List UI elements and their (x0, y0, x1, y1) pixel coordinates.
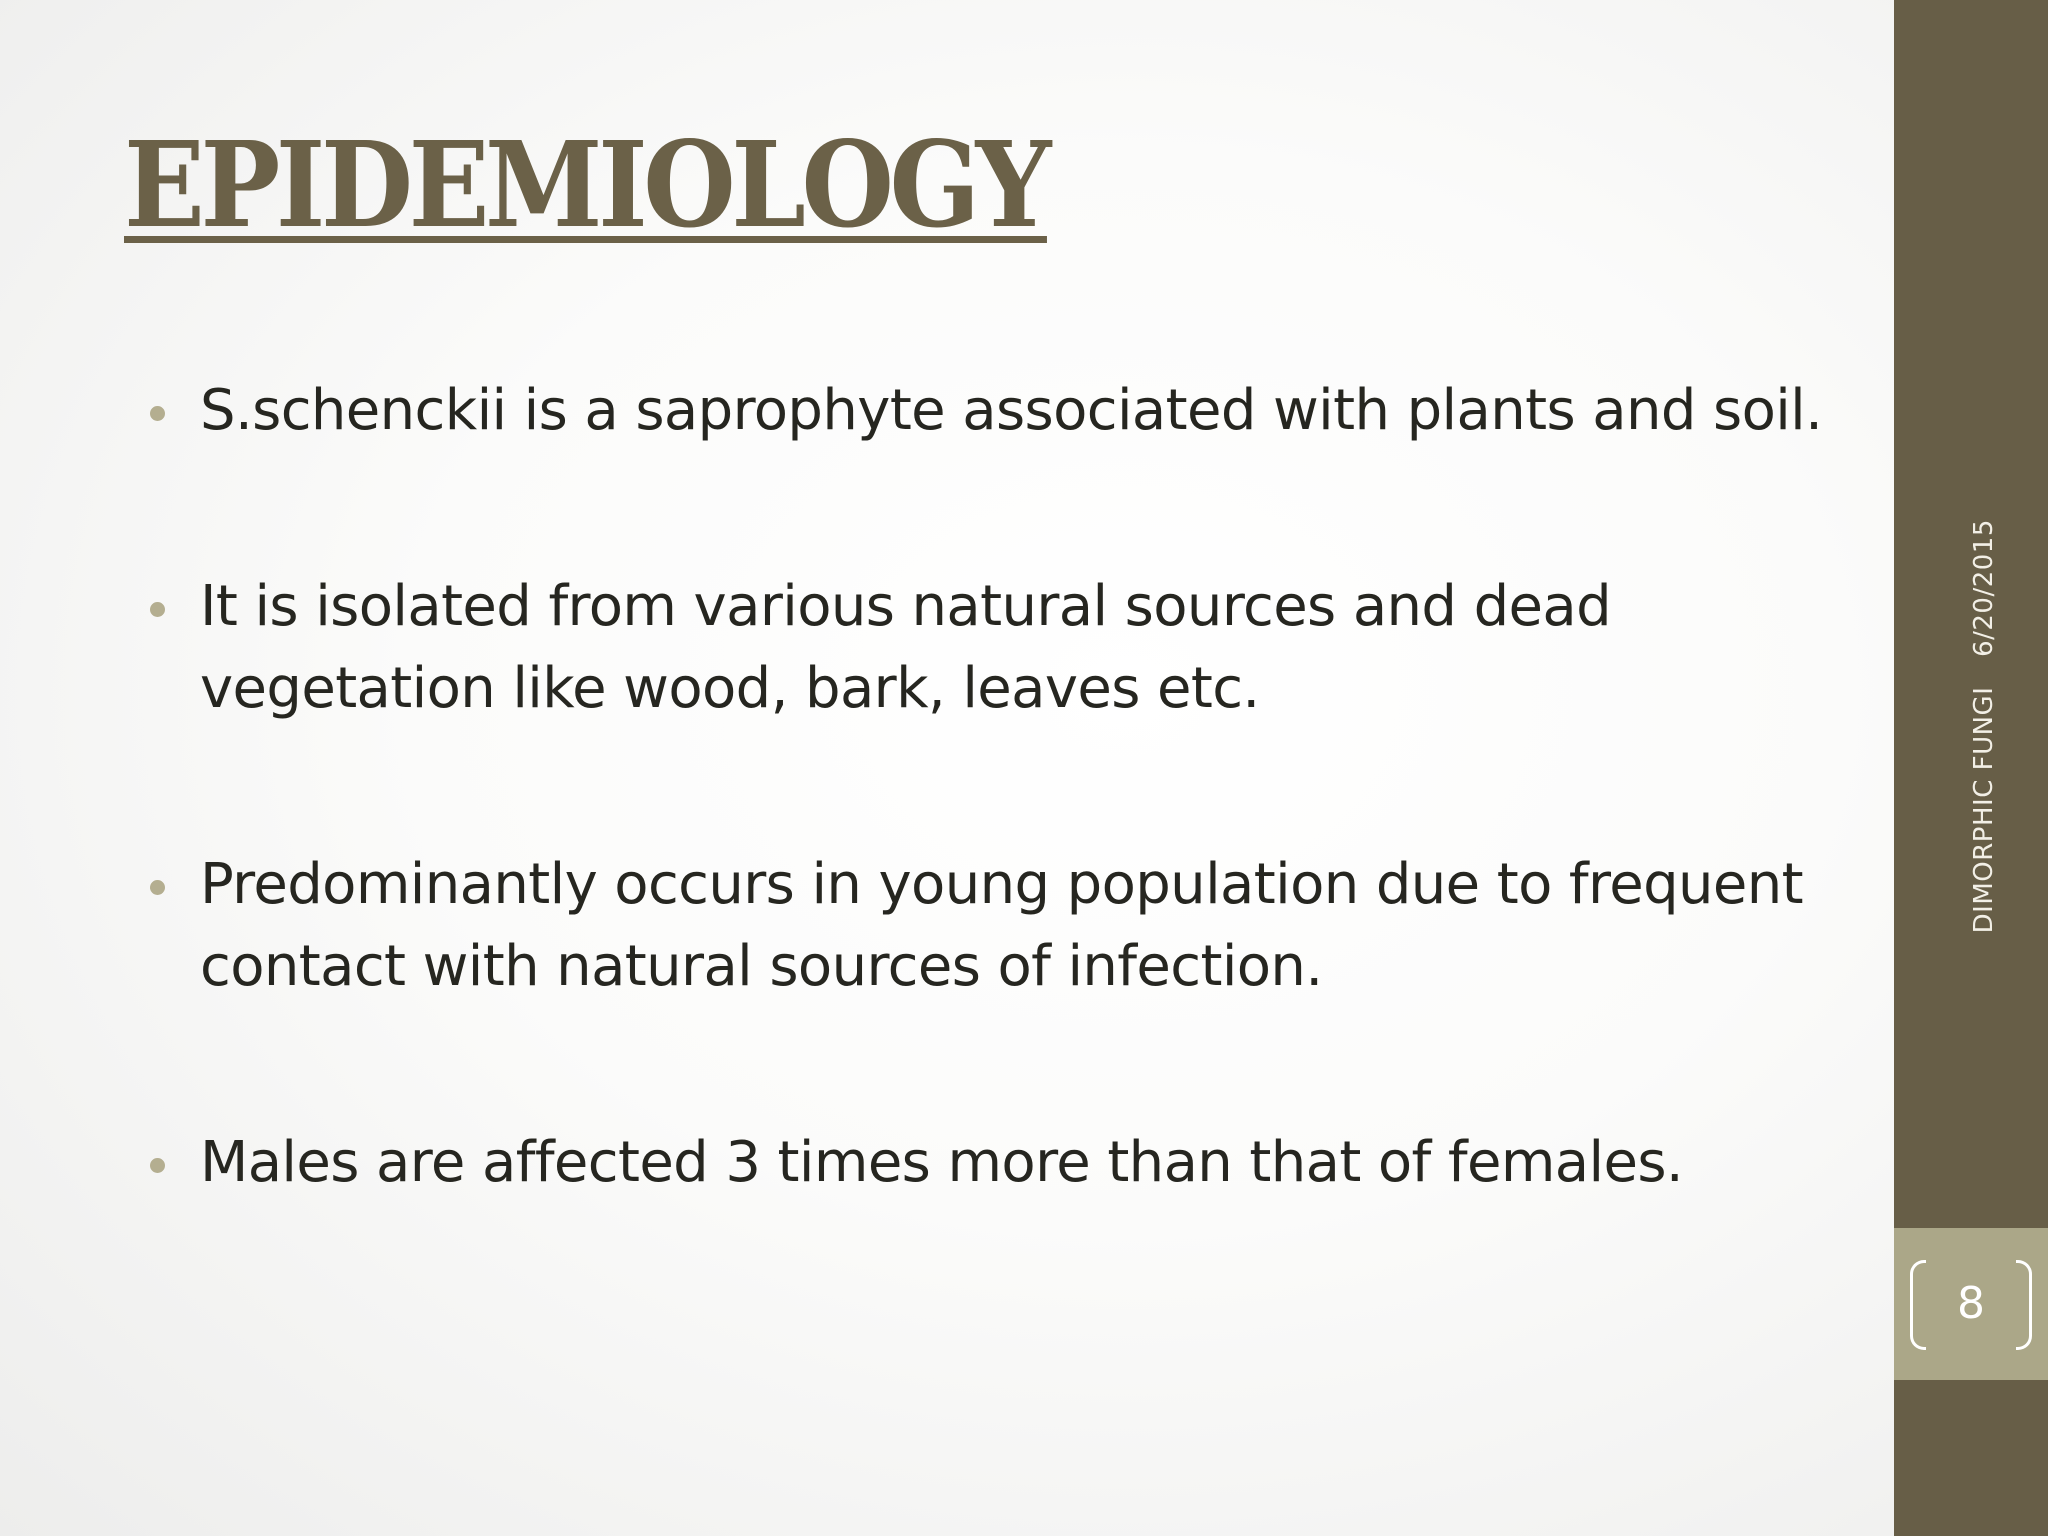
bullet-dot-icon (150, 602, 165, 617)
slide-title: EPIDEMIOLOGY (124, 115, 1047, 254)
bullet-dot-icon (150, 406, 165, 421)
bullet-dot-icon (150, 1158, 165, 1173)
bullet-list (146, 370, 1836, 1204)
bullet-text: Predominantly occurs in young population due to frequent contact with natural sources of infection. (200, 852, 1804, 999)
bullet-item (146, 566, 1836, 730)
slide-footer: DIMORPHIC FUNGI (1969, 686, 1999, 934)
bullet-dot-icon (150, 880, 165, 895)
bullet-text: Males are affected 3 times more than that of females. (200, 1130, 1684, 1195)
slide-date: 6/20/2015 (1969, 519, 1999, 657)
bullet-text: It is isolated from various natural sources and dead vegetation like wood, bark, leaves etc. (200, 574, 1612, 721)
bullet-text: S.schenckii is a saprophyte associated with plants and soil. (200, 378, 1823, 443)
bullet-item (146, 370, 1836, 452)
bullet-item (146, 844, 1836, 1008)
bullet-item (146, 1122, 1836, 1204)
page-number-box (1894, 1228, 2048, 1380)
page-number: 8 (1957, 1278, 1985, 1329)
